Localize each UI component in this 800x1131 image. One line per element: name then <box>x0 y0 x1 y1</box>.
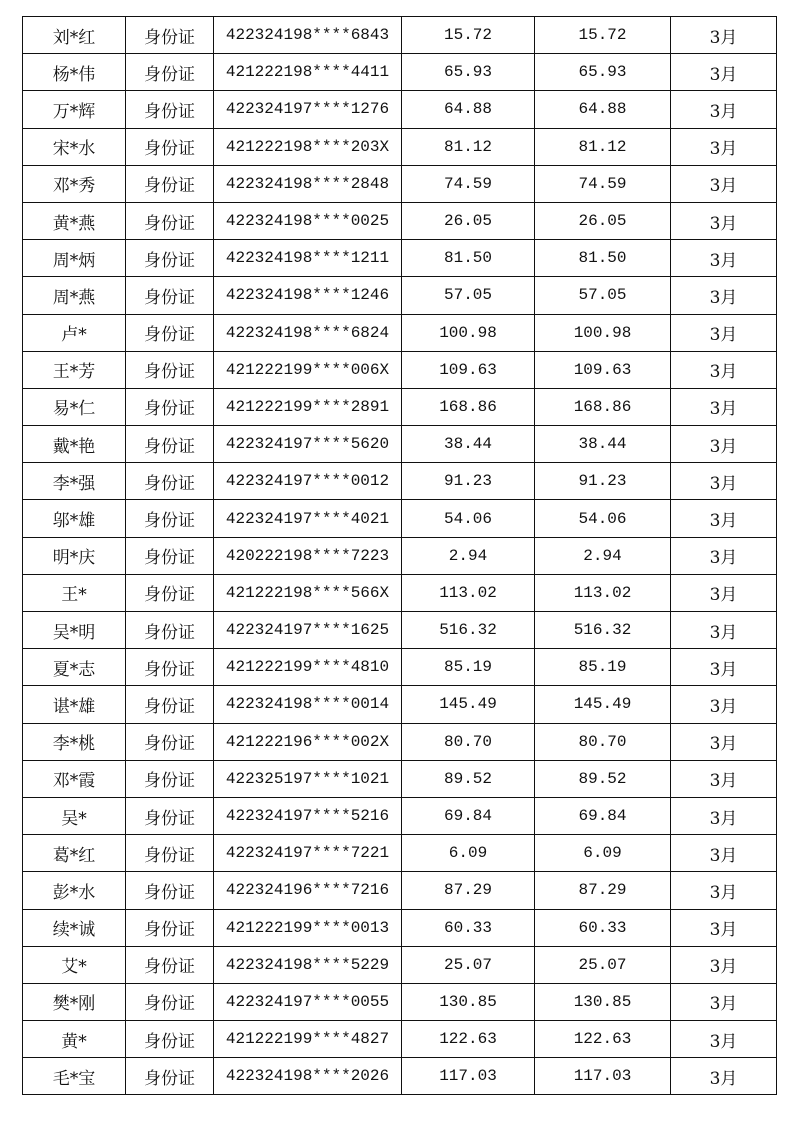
month-cell: 3月 <box>671 537 777 574</box>
table-row <box>23 426 777 463</box>
id-type-cell: 身份证 <box>126 612 214 649</box>
paid-amount-cell: 25.07 <box>535 946 671 983</box>
table-row <box>23 463 777 500</box>
id-type-cell: 身份证 <box>126 314 214 351</box>
id-number-cell: 421222199****0013 <box>214 909 402 946</box>
table-row <box>23 165 777 202</box>
name-cell: 艾* <box>23 946 126 983</box>
paid-amount-cell: 57.05 <box>535 277 671 314</box>
table-row <box>23 537 777 574</box>
amount-cell: 2.94 <box>402 537 535 574</box>
name-cell: 黄* <box>23 1021 126 1058</box>
name-cell: 万*辉 <box>23 91 126 128</box>
name-cell: 黄*燕 <box>23 202 126 239</box>
id-type-cell: 身份证 <box>126 202 214 239</box>
paid-amount-cell: 89.52 <box>535 760 671 797</box>
id-type-cell: 身份证 <box>126 54 214 91</box>
month-cell: 3月 <box>671 835 777 872</box>
id-type-cell: 身份证 <box>126 574 214 611</box>
id-type-cell: 身份证 <box>126 388 214 425</box>
subsidy-table <box>22 16 777 1095</box>
name-cell: 易*仁 <box>23 388 126 425</box>
id-type-cell: 身份证 <box>126 17 214 54</box>
id-number-cell: 422324197****5620 <box>214 426 402 463</box>
paid-amount-cell: 64.88 <box>535 91 671 128</box>
amount-cell: 130.85 <box>402 983 535 1020</box>
amount-cell: 89.52 <box>402 760 535 797</box>
amount-cell: 80.70 <box>402 723 535 760</box>
amount-cell: 25.07 <box>402 946 535 983</box>
paid-amount-cell: 100.98 <box>535 314 671 351</box>
name-cell: 王* <box>23 574 126 611</box>
table-row <box>23 686 777 723</box>
id-number-cell: 422324197****0055 <box>214 983 402 1020</box>
id-number-cell: 421222199****2891 <box>214 388 402 425</box>
name-cell: 邓*霞 <box>23 760 126 797</box>
paid-amount-cell: 38.44 <box>535 426 671 463</box>
amount-cell: 69.84 <box>402 797 535 834</box>
paid-amount-cell: 69.84 <box>535 797 671 834</box>
table-row <box>23 983 777 1020</box>
id-type-cell: 身份证 <box>126 1021 214 1058</box>
table-row <box>23 202 777 239</box>
id-type-cell: 身份证 <box>126 946 214 983</box>
table-row <box>23 1021 777 1058</box>
amount-cell: 87.29 <box>402 872 535 909</box>
id-type-cell: 身份证 <box>126 128 214 165</box>
month-cell: 3月 <box>671 983 777 1020</box>
id-type-cell: 身份证 <box>126 240 214 277</box>
month-cell: 3月 <box>671 723 777 760</box>
id-number-cell: 422324198****2848 <box>214 165 402 202</box>
id-type-cell: 身份证 <box>126 723 214 760</box>
table-row <box>23 500 777 537</box>
amount-cell: 38.44 <box>402 426 535 463</box>
table-row <box>23 351 777 388</box>
month-cell: 3月 <box>671 760 777 797</box>
name-cell: 卢* <box>23 314 126 351</box>
id-type-cell: 身份证 <box>126 686 214 723</box>
month-cell: 3月 <box>671 1058 777 1095</box>
name-cell: 樊*刚 <box>23 983 126 1020</box>
name-cell: 续*诚 <box>23 909 126 946</box>
id-number-cell: 422324198****0025 <box>214 202 402 239</box>
table-row <box>23 54 777 91</box>
table-row <box>23 835 777 872</box>
id-type-cell: 身份证 <box>126 872 214 909</box>
month-cell: 3月 <box>671 388 777 425</box>
id-number-cell: 421222199****4810 <box>214 649 402 686</box>
month-cell: 3月 <box>671 500 777 537</box>
amount-cell: 81.50 <box>402 240 535 277</box>
amount-cell: 168.86 <box>402 388 535 425</box>
id-number-cell: 422324198****6824 <box>214 314 402 351</box>
paid-amount-cell: 130.85 <box>535 983 671 1020</box>
id-number-cell: 422324198****2026 <box>214 1058 402 1095</box>
paid-amount-cell: 87.29 <box>535 872 671 909</box>
month-cell: 3月 <box>671 574 777 611</box>
id-number-cell: 422324198****1211 <box>214 240 402 277</box>
id-number-cell: 421222198****566X <box>214 574 402 611</box>
paid-amount-cell: 113.02 <box>535 574 671 611</box>
paid-amount-cell: 109.63 <box>535 351 671 388</box>
month-cell: 3月 <box>671 463 777 500</box>
amount-cell: 57.05 <box>402 277 535 314</box>
month-cell: 3月 <box>671 54 777 91</box>
name-cell: 李*桃 <box>23 723 126 760</box>
month-cell: 3月 <box>671 17 777 54</box>
paid-amount-cell: 65.93 <box>535 54 671 91</box>
id-number-cell: 422324198****1246 <box>214 277 402 314</box>
table-row <box>23 1058 777 1095</box>
amount-cell: 54.06 <box>402 500 535 537</box>
month-cell: 3月 <box>671 946 777 983</box>
name-cell: 葛*红 <box>23 835 126 872</box>
month-cell: 3月 <box>671 872 777 909</box>
id-number-cell: 421222199****4827 <box>214 1021 402 1058</box>
table-row <box>23 91 777 128</box>
month-cell: 3月 <box>671 202 777 239</box>
id-type-cell: 身份证 <box>126 1058 214 1095</box>
name-cell: 夏*志 <box>23 649 126 686</box>
id-number-cell: 422324197****0012 <box>214 463 402 500</box>
paid-amount-cell: 516.32 <box>535 612 671 649</box>
id-number-cell: 422324196****7216 <box>214 872 402 909</box>
id-number-cell: 422324197****1625 <box>214 612 402 649</box>
id-type-cell: 身份证 <box>126 835 214 872</box>
amount-cell: 122.63 <box>402 1021 535 1058</box>
table-row <box>23 909 777 946</box>
id-number-cell: 422325197****1021 <box>214 760 402 797</box>
amount-cell: 516.32 <box>402 612 535 649</box>
amount-cell: 15.72 <box>402 17 535 54</box>
paid-amount-cell: 2.94 <box>535 537 671 574</box>
amount-cell: 100.98 <box>402 314 535 351</box>
amount-cell: 91.23 <box>402 463 535 500</box>
month-cell: 3月 <box>671 426 777 463</box>
amount-cell: 85.19 <box>402 649 535 686</box>
month-cell: 3月 <box>671 314 777 351</box>
table-row <box>23 17 777 54</box>
id-number-cell: 421222198****4411 <box>214 54 402 91</box>
amount-cell: 113.02 <box>402 574 535 611</box>
amount-cell: 64.88 <box>402 91 535 128</box>
table-row <box>23 574 777 611</box>
table-row <box>23 388 777 425</box>
name-cell: 宋*水 <box>23 128 126 165</box>
id-number-cell: 422324198****0014 <box>214 686 402 723</box>
id-number-cell: 422324198****5229 <box>214 946 402 983</box>
name-cell: 王*芳 <box>23 351 126 388</box>
month-cell: 3月 <box>671 612 777 649</box>
table-row <box>23 797 777 834</box>
id-type-cell: 身份证 <box>126 983 214 1020</box>
name-cell: 邓*秀 <box>23 165 126 202</box>
paid-amount-cell: 145.49 <box>535 686 671 723</box>
name-cell: 李*强 <box>23 463 126 500</box>
table-row <box>23 240 777 277</box>
amount-cell: 117.03 <box>402 1058 535 1095</box>
name-cell: 杨*伟 <box>23 54 126 91</box>
month-cell: 3月 <box>671 165 777 202</box>
id-type-cell: 身份证 <box>126 91 214 128</box>
paid-amount-cell: 122.63 <box>535 1021 671 1058</box>
paid-amount-cell: 91.23 <box>535 463 671 500</box>
paid-amount-cell: 15.72 <box>535 17 671 54</box>
amount-cell: 65.93 <box>402 54 535 91</box>
month-cell: 3月 <box>671 1021 777 1058</box>
name-cell: 邬*雄 <box>23 500 126 537</box>
amount-cell: 60.33 <box>402 909 535 946</box>
name-cell: 戴*艳 <box>23 426 126 463</box>
id-number-cell: 421222196****002X <box>214 723 402 760</box>
id-number-cell: 422324197****7221 <box>214 835 402 872</box>
name-cell: 毛*宝 <box>23 1058 126 1095</box>
id-number-cell: 420222198****7223 <box>214 537 402 574</box>
id-number-cell: 421222198****203X <box>214 128 402 165</box>
paid-amount-cell: 60.33 <box>535 909 671 946</box>
table-row <box>23 612 777 649</box>
id-type-cell: 身份证 <box>126 909 214 946</box>
amount-cell: 109.63 <box>402 351 535 388</box>
month-cell: 3月 <box>671 909 777 946</box>
id-number-cell: 422324197****4021 <box>214 500 402 537</box>
month-cell: 3月 <box>671 128 777 165</box>
table-row <box>23 946 777 983</box>
amount-cell: 74.59 <box>402 165 535 202</box>
table-row <box>23 277 777 314</box>
table-row <box>23 128 777 165</box>
table-row <box>23 314 777 351</box>
name-cell: 周*燕 <box>23 277 126 314</box>
month-cell: 3月 <box>671 91 777 128</box>
table-row <box>23 760 777 797</box>
paid-amount-cell: 80.70 <box>535 723 671 760</box>
paid-amount-cell: 81.50 <box>535 240 671 277</box>
paid-amount-cell: 85.19 <box>535 649 671 686</box>
id-number-cell: 421222199****006X <box>214 351 402 388</box>
id-type-cell: 身份证 <box>126 277 214 314</box>
name-cell: 彭*水 <box>23 872 126 909</box>
month-cell: 3月 <box>671 686 777 723</box>
table-row <box>23 723 777 760</box>
name-cell: 吴*明 <box>23 612 126 649</box>
month-cell: 3月 <box>671 351 777 388</box>
paid-amount-cell: 81.12 <box>535 128 671 165</box>
table-row <box>23 872 777 909</box>
month-cell: 3月 <box>671 240 777 277</box>
name-cell: 明*庆 <box>23 537 126 574</box>
name-cell: 吴* <box>23 797 126 834</box>
paid-amount-cell: 74.59 <box>535 165 671 202</box>
id-number-cell: 422324198****6843 <box>214 17 402 54</box>
id-type-cell: 身份证 <box>126 351 214 388</box>
id-number-cell: 422324197****5216 <box>214 797 402 834</box>
name-cell: 刘*红 <box>23 17 126 54</box>
id-type-cell: 身份证 <box>126 797 214 834</box>
paid-amount-cell: 168.86 <box>535 388 671 425</box>
name-cell: 谌*雄 <box>23 686 126 723</box>
paid-amount-cell: 6.09 <box>535 835 671 872</box>
id-type-cell: 身份证 <box>126 165 214 202</box>
table-row <box>23 649 777 686</box>
paid-amount-cell: 26.05 <box>535 202 671 239</box>
id-type-cell: 身份证 <box>126 463 214 500</box>
amount-cell: 6.09 <box>402 835 535 872</box>
name-cell: 周*炳 <box>23 240 126 277</box>
id-type-cell: 身份证 <box>126 649 214 686</box>
month-cell: 3月 <box>671 797 777 834</box>
month-cell: 3月 <box>671 649 777 686</box>
id-type-cell: 身份证 <box>126 426 214 463</box>
amount-cell: 81.12 <box>402 128 535 165</box>
id-type-cell: 身份证 <box>126 500 214 537</box>
amount-cell: 26.05 <box>402 202 535 239</box>
paid-amount-cell: 54.06 <box>535 500 671 537</box>
paid-amount-cell: 117.03 <box>535 1058 671 1095</box>
id-number-cell: 422324197****1276 <box>214 91 402 128</box>
id-type-cell: 身份证 <box>126 537 214 574</box>
id-type-cell: 身份证 <box>126 760 214 797</box>
month-cell: 3月 <box>671 277 777 314</box>
table-body <box>23 17 777 1095</box>
amount-cell: 145.49 <box>402 686 535 723</box>
